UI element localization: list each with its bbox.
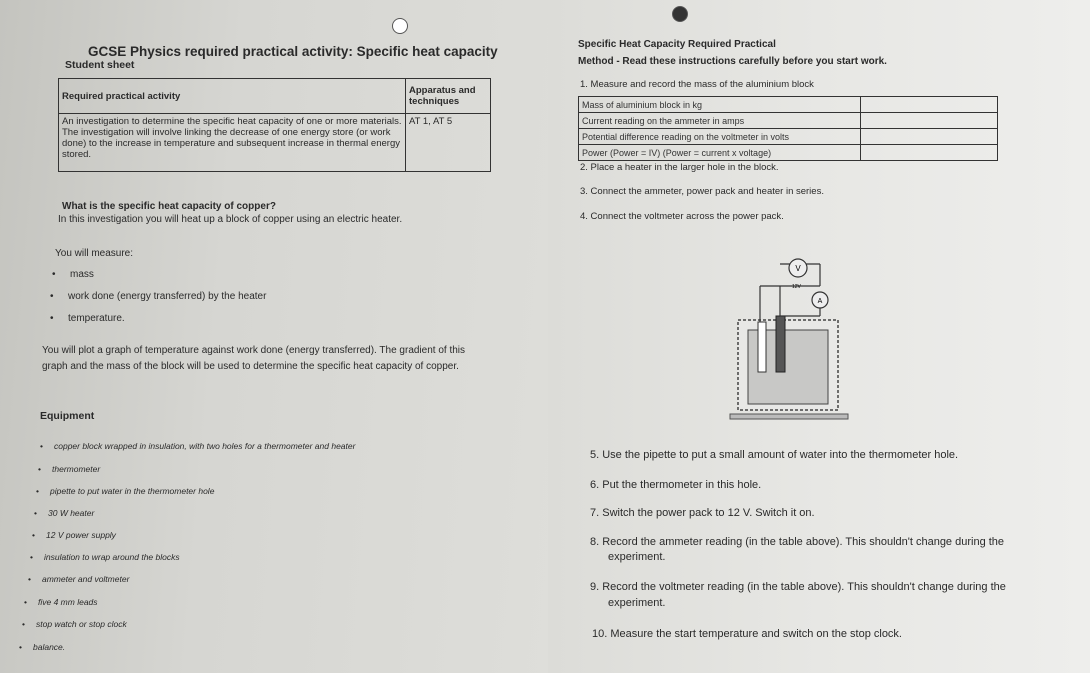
value-cell[interactable] [861,97,998,113]
list-item: • balance. [33,642,65,652]
voltmeter-label: V [795,264,801,273]
power-pack-label: 12V [792,284,801,290]
table-cell: An investigation to determine the specific heat capacity of one or more materials. The investigation will involve linking the decrease of one energy store (or work done) to the increase in temperature and subsequent increase in thermal energy stored. [59,114,406,172]
heater-icon [776,316,785,372]
table-cell: Current reading on the ammeter in amps [579,113,861,129]
table-row [579,113,998,129]
punch-hole [392,18,408,34]
list-item: • 12 V power supply [46,530,116,540]
intro-text: In this investigation you will heat up a block of copper using an electric heater. [58,214,403,225]
method-step: 8. Record the ammeter reading (in the table above). This shouldn't change during the [590,536,1005,548]
list-item: • pipette to put water in the thermometer hole [50,486,214,496]
method-step: 1. Measure and record the mass of the aluminium block [580,79,814,90]
method-step: 3. Connect the ammeter, power pack and heater in series. [580,186,824,197]
table-header: Required practical activity [59,79,406,114]
list-item: • insulation to wrap around the blocks [44,552,180,562]
list-item: • thermometer [52,464,100,474]
value-cell[interactable] [861,129,998,145]
method-subtitle: Method - Read these instructions carefully before you start work. [578,56,887,67]
question-heading: What is the specific heat capacity of copper? [62,201,276,212]
measure-label: You will measure: [55,248,134,259]
method-step: 5. Use the pipette to put a small amount of water into the thermometer hole. [590,449,959,461]
circuit-diagram [720,250,860,430]
method-step: 7. Switch the power pack to 12 V. Switch it on. [590,507,815,519]
method-step: 9. Record the voltmeter reading (in the table above). This shouldn't change during the [590,581,1006,593]
table-row [579,129,998,145]
table-header: Apparatus and techniques [406,79,491,114]
table-cell: Mass of aluminium block in kg [579,97,861,113]
method-step-cont: experiment. [608,597,666,609]
value-cell[interactable] [861,113,998,129]
list-item: • temperature. [68,313,125,324]
method-step: 4. Connect the voltmeter across the power pack. [580,211,784,222]
results-table [578,96,998,161]
table-row [579,145,998,161]
value-cell[interactable] [861,145,998,161]
ammeter-label: A [817,298,823,305]
list-item: • copper block wrapped in insulation, with two holes for a thermometer and heater [54,441,355,451]
table-cell: Potential difference reading on the voltmeter in volts [579,129,861,145]
punch-hole [672,6,688,22]
list-item: • 30 W heater [48,508,94,518]
method-step: 6. Put the thermometer in this hole. [590,479,762,491]
plot-instructions: You will plot a graph of temperature against work done (energy transferred). The gradient of this graph and the mass of the block will be used to determine the specific heat capacity of copper. [42,345,466,372]
page-subtitle: Student sheet [65,59,135,71]
bench-base [730,414,848,419]
table-cell: AT 1, AT 5 [406,114,491,172]
page-title: GCSE Physics required practical activity: Specific heat capacity [88,44,498,59]
method-step: 2. Place a heater in the larger hole in the block. [580,162,779,173]
list-item: • five 4 mm leads [38,597,98,607]
method-step-cont: experiment. [608,551,666,563]
method-title: Specific Heat Capacity Required Practical [578,39,776,50]
practical-activity-table [58,78,491,172]
list-item: • mass [70,269,94,280]
list-item: • ammeter and voltmeter [42,574,129,584]
table-cell: Power (Power = IV) (Power = current x voltage) [579,145,861,161]
list-item: • work done (energy transferred) by the heater [68,291,266,302]
method-step: 10. Measure the start temperature and switch on the stop clock. [592,628,902,640]
table-row [579,97,998,113]
equipment-heading: Equipment [40,410,95,422]
thermometer-icon [758,322,766,372]
list-item: • stop watch or stop clock [36,619,127,629]
